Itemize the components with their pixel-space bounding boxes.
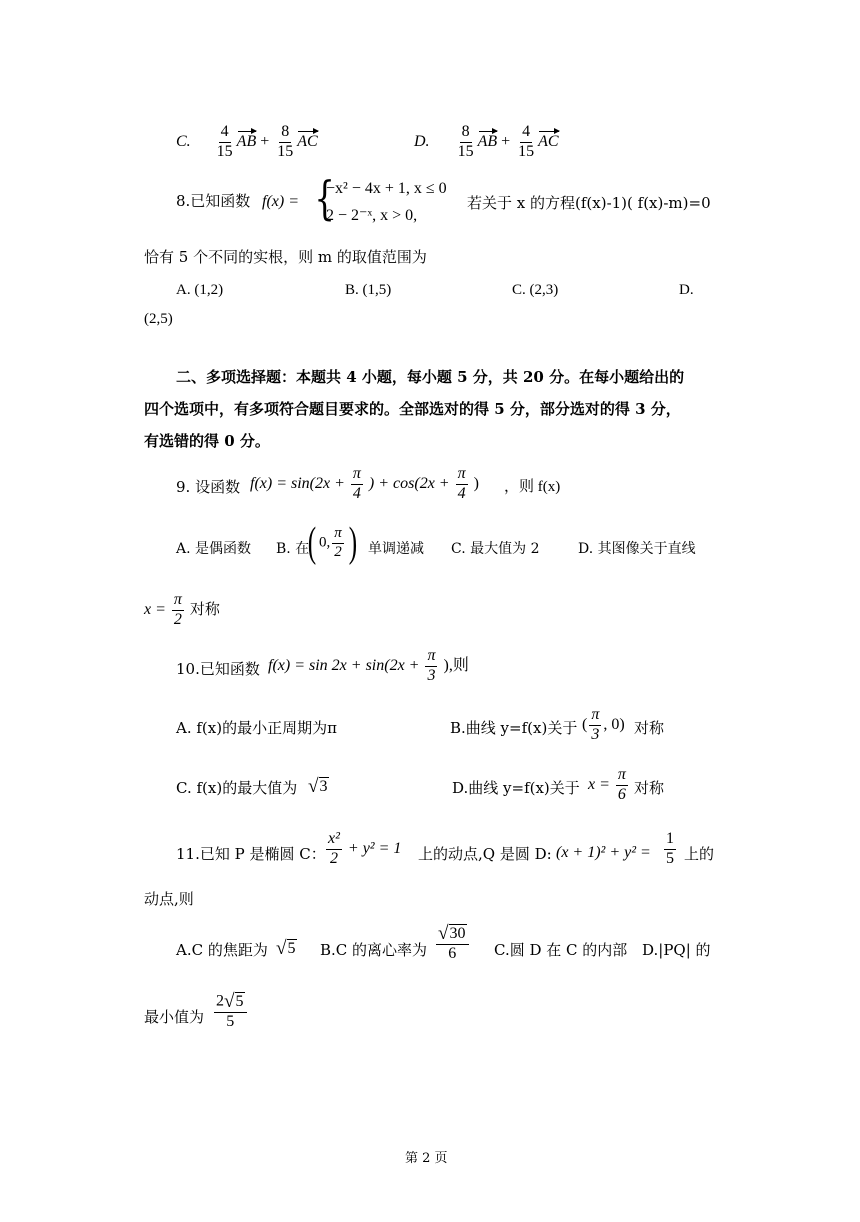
expr-part: x = <box>144 600 166 618</box>
q11-min-value <box>212 992 249 1031</box>
section-heading-line-2: 四个选项中，有多项符合题目要求的。全部选对的得 5 分，部分选对的得 3 分， <box>144 400 681 418</box>
q10-intro: 10.已知函数 <box>176 660 260 678</box>
q8-line-2: 恰有 5 个不同的实根，则 m 的取值范围为 <box>144 248 427 266</box>
fraction: $\frac{4}{15}$ <box>216 123 233 160</box>
q8-option-c: C. (2,3) <box>512 282 559 298</box>
fraction-pi-6: $\frac{\pi}{6}$ <box>617 766 626 803</box>
expr-part: f(x) = sin(2x + <box>250 474 345 492</box>
vector-ac: AC <box>538 132 559 150</box>
q9-option-d: D. 其图像关于直线 <box>578 541 696 557</box>
q8-option-d-value: (2,5) <box>144 311 173 327</box>
q10-option-d-suffix: 对称 <box>634 779 665 797</box>
q8-intro: 8.已知函数 <box>176 192 251 210</box>
q10-expression <box>268 648 469 685</box>
q10-option-c-prefix: C. f(x)的最大值为 <box>176 779 298 797</box>
plus: + <box>260 132 270 150</box>
fraction-x2-2: $\frac{\text{x²}}{2}$ <box>328 830 340 867</box>
q10-option-d-prefix: D.曲线 y=f(x)关于 <box>452 779 580 797</box>
page-number: 第 2 页 <box>405 1151 448 1166</box>
q7-option-d <box>414 124 559 161</box>
q11-ellipse-eq <box>324 831 401 868</box>
q11-option-c: C.圆 D 在 C 的内部 <box>494 941 628 959</box>
fraction-1-5: $\frac{1}{5}$ <box>666 830 674 867</box>
q11-fraction-1-5 <box>662 831 678 868</box>
fraction: $\frac{8}{15}$ <box>277 123 294 160</box>
q11-line-2: 动点,则 <box>144 890 194 908</box>
q11-sqrt-5: √ 5 <box>276 938 296 959</box>
q8-option-d: D. <box>679 282 694 298</box>
vector-ab: AB <box>477 132 498 150</box>
q11-intro: 11.已知 P 是椭圆 C： <box>176 845 326 863</box>
q10-option-b-prefix: B.曲线 y=f(x)关于 <box>450 719 578 737</box>
section-heading-line-1: 二、多项选择题：本题共 4 小题，每小题 5 分，共 20 分。在每小题给出的 <box>176 368 685 386</box>
q11-middle: 上的动点,Q 是圆 D: <box>418 845 552 863</box>
expr-part: 对称 <box>189 599 220 618</box>
q9-intro: 9. 设函数 <box>176 478 241 496</box>
q10-option-b-suffix: 对称 <box>634 719 665 737</box>
q10-option-b-point <box>582 707 625 744</box>
fraction-sqrt30-6: √ 30 6 <box>436 924 469 963</box>
q11-option-a-prefix: A.C 的焦距为 <box>176 941 268 959</box>
option-label: C. <box>176 132 191 150</box>
vector-ab: AB <box>236 132 257 150</box>
q11-option-d: D.|PQ| 的 <box>642 941 711 959</box>
q11-eccentricity <box>434 924 471 963</box>
fraction-pi-3: $\frac{\pi}{3}$ <box>427 647 436 684</box>
q11-option-b-prefix: B.C 的离心率为 <box>320 941 428 959</box>
option-label: D. <box>414 132 430 150</box>
q8-func-lhs: f(x) = <box>262 193 299 210</box>
q8-option-a: A. (1,2) <box>176 282 224 298</box>
q9-option-a: A. 是偶函数 <box>176 541 252 557</box>
expr-part: x = <box>588 775 610 793</box>
q9-option-b-prefix: B. 在 <box>276 541 310 557</box>
expr-part: , 0) <box>603 715 625 733</box>
section-heading-line-3: 有选错的得 0 分。 <box>144 432 270 450</box>
q8-piece-1: −x² − 4x + 1, x ≤ 0 <box>326 180 447 197</box>
q9-expression <box>250 466 479 503</box>
q9-option-b-suffix: 单调递减 <box>368 541 424 557</box>
piecewise-brace: { <box>314 171 335 225</box>
q11-circle-eq: (x + 1)² + y² = <box>556 844 651 861</box>
q7-option-c <box>176 124 318 161</box>
fraction-pi-4: $\frac{\pi}{4}$ <box>352 465 361 502</box>
q11-line-4: 最小值为 <box>144 1008 205 1026</box>
q8-condition: 若关于 x 的方程(f(x)-1)( f(x)-m)=0 <box>467 194 711 212</box>
q9-option-d-cont <box>144 592 220 629</box>
expr-part: ) <box>473 474 479 492</box>
fraction-2sqrt5-5: 2 √ 5 5 <box>214 992 247 1031</box>
q9-tail: ，则 f(x) <box>504 479 561 495</box>
q10-option-a: A. f(x)的最小正周期为π <box>176 719 337 737</box>
vector-ac: AC <box>297 132 318 150</box>
q8-option-b: B. (1,5) <box>345 282 392 298</box>
q10-sqrt-3: √ 3 <box>308 776 328 797</box>
fraction: $\frac{8}{15}$ <box>457 123 474 160</box>
q10-option-d-line <box>588 767 630 804</box>
q9-interval: ( 0, $\frac{\pi}{2}$ ) <box>307 520 357 566</box>
expr-part: ( <box>582 715 588 733</box>
q8-piece-2: 2 − 2⁻ˣ, x > 0, <box>326 207 418 224</box>
fraction: $\frac{4}{15}$ <box>518 123 535 160</box>
q11-end: 上的 <box>684 845 715 863</box>
expr-part: ) + cos(2x + <box>368 474 450 492</box>
plus: + <box>501 132 511 150</box>
interval-start: 0, <box>319 534 331 551</box>
expr-part: + y² = 1 <box>347 839 402 857</box>
fraction-pi-4: $\frac{\pi}{4}$ <box>457 465 466 502</box>
fraction-pi-3: $\frac{\pi}{3}$ <box>591 706 600 743</box>
expr-part: ),则 <box>443 656 469 674</box>
fraction-pi-2: $\frac{\pi}{2}$ <box>334 524 342 560</box>
fraction-pi-2: $\frac{\pi}{2}$ <box>173 591 182 628</box>
expr-part: f(x) = sin 2x + sin(2x + <box>268 656 420 674</box>
q9-option-c: C. 最大值为 2 <box>451 541 540 557</box>
